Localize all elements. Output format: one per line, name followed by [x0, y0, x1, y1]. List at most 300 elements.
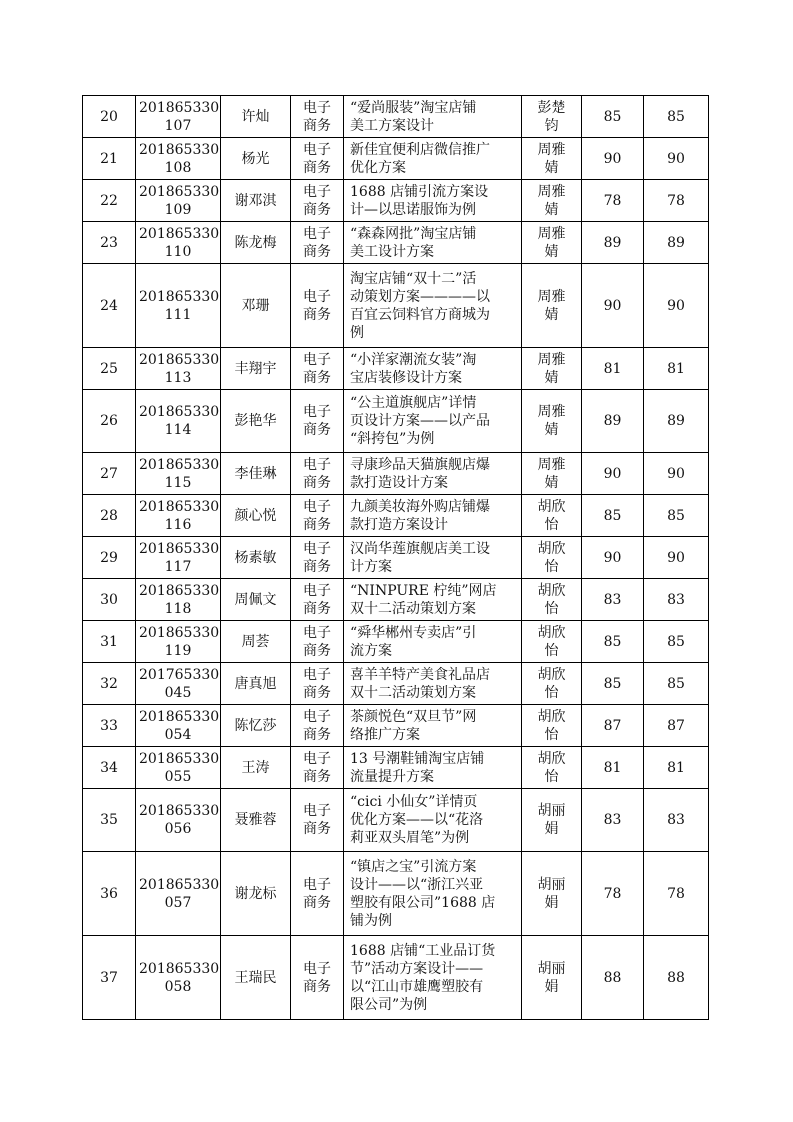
thesis-topic-line: 流方案	[350, 642, 392, 659]
row-number: 31	[100, 633, 118, 650]
student-id-line: 201865330	[139, 498, 220, 515]
row-number: 36	[100, 885, 118, 902]
student-id-line: 201865330	[139, 708, 220, 725]
thesis-topic-line: 设计——以“浙江兴亚	[350, 876, 484, 893]
advisor-line: 胡欣	[537, 624, 566, 641]
student-name-cell	[221, 579, 291, 621]
major-cell	[291, 96, 344, 138]
score-1-cell	[582, 138, 644, 180]
advisor-cell	[522, 96, 582, 138]
row-number-cell	[83, 180, 136, 222]
row-number-cell	[83, 348, 136, 390]
major-cell	[291, 537, 344, 579]
advisor-cell	[522, 495, 582, 537]
major-line: 商务	[303, 558, 331, 575]
major-line: 电子	[303, 876, 331, 893]
major-cell	[291, 138, 344, 180]
student-name: 丰翔宇	[234, 360, 277, 377]
major-cell	[291, 747, 344, 789]
student-id-cell	[136, 936, 221, 1020]
advisor-line: 怡	[544, 726, 559, 743]
major-cell	[291, 663, 344, 705]
thesis-topic-line: “小洋家潮流女装”淘	[350, 351, 477, 368]
advisor-line: 周雅	[537, 225, 566, 242]
major-line: 电子	[303, 141, 331, 158]
score-2: 87	[667, 717, 685, 734]
thesis-topic-cell	[344, 537, 522, 579]
row-number: 26	[100, 413, 118, 429]
thesis-topic-cell	[344, 936, 522, 1020]
advisor-line: 婧	[544, 201, 559, 218]
student-id-cell	[136, 390, 221, 453]
thesis-topic-line: 款打造设计方案	[350, 474, 448, 491]
advisor-cell	[522, 747, 582, 789]
score-2-cell	[644, 705, 709, 747]
score-1: 87	[603, 717, 622, 734]
thesis-topic-line: 塑胶有限公司”1688 店	[350, 894, 496, 911]
row-number-cell	[83, 936, 136, 1020]
thesis-topic-line: 计—以思诺服饰为例	[350, 201, 476, 218]
student-name-cell	[221, 180, 291, 222]
score-2: 85	[667, 633, 685, 650]
student-id-line: 055	[164, 768, 192, 785]
thesis-topic-line: “公主道旗舰店”详情	[350, 395, 477, 411]
student-id-line: 057	[164, 894, 192, 911]
major-line: 商务	[303, 642, 331, 659]
score-1: 81	[603, 759, 622, 776]
score-2: 83	[667, 591, 685, 608]
table-row	[83, 453, 709, 495]
student-id-line: 110	[164, 243, 192, 260]
student-id-cell	[136, 264, 221, 348]
student-name: 许灿	[241, 108, 270, 125]
student-id-cell	[136, 663, 221, 705]
advisor-cell	[522, 138, 582, 180]
major-cell	[291, 579, 344, 621]
table-row	[83, 789, 709, 852]
major-cell	[291, 348, 344, 390]
student-id-line: 116	[164, 516, 192, 533]
major-cell	[291, 789, 344, 852]
advisor-line: 婧	[544, 422, 559, 438]
score-2-cell	[644, 348, 709, 390]
advisor-line: 婧	[544, 306, 559, 323]
score-2: 85	[667, 108, 685, 125]
advisor-line: 胡欣	[537, 582, 566, 599]
major-line: 商务	[303, 978, 331, 995]
thesis-topic-line: 动策划方案————以	[350, 288, 490, 305]
student-id-line: 113	[164, 369, 192, 386]
student-id-line: 054	[164, 726, 192, 743]
major-line: 电子	[303, 288, 331, 305]
score-2-cell	[644, 747, 709, 789]
score-1: 85	[603, 507, 622, 524]
score-1: 89	[603, 413, 622, 429]
row-number-cell	[83, 96, 136, 138]
advisor-line: 怡	[544, 768, 559, 785]
student-id-line: 201865330	[139, 582, 220, 599]
score-1: 85	[603, 108, 622, 125]
student-id-line: 201865330	[139, 351, 220, 368]
student-name: 谢龙标	[234, 885, 277, 902]
score-1: 88	[603, 969, 622, 986]
score-1: 90	[603, 150, 622, 167]
score-2-cell	[644, 936, 709, 1020]
score-1: 90	[603, 297, 622, 314]
advisor-line: 胡丽	[537, 803, 566, 819]
score-2: 90	[667, 549, 685, 566]
student-id-cell	[136, 747, 221, 789]
table-row	[83, 663, 709, 705]
advisor-line: 胡欣	[537, 498, 566, 515]
student-name: 颜心悦	[234, 507, 277, 524]
thesis-topic-line: “cici 小仙女”详情页	[350, 794, 478, 810]
thesis-topic-line: 双十二活动策划方案	[350, 600, 476, 617]
advisor-line: 周雅	[537, 141, 566, 158]
thesis-topic-line: 优化方案——以“花洛	[350, 812, 484, 828]
major-line: 商务	[303, 474, 331, 491]
table-row	[83, 348, 709, 390]
row-number: 24	[100, 297, 118, 314]
score-2: 83	[667, 812, 685, 828]
student-id-cell	[136, 789, 221, 852]
major-line: 电子	[303, 582, 331, 599]
thesis-topic-line: 流量提升方案	[350, 768, 434, 785]
score-1-cell	[582, 579, 644, 621]
score-1-cell	[582, 537, 644, 579]
row-number: 30	[100, 591, 118, 608]
score-1-cell	[582, 789, 644, 852]
table-row	[83, 180, 709, 222]
row-number-cell	[83, 852, 136, 936]
advisor-line: 胡欣	[537, 750, 566, 767]
table-row	[83, 621, 709, 663]
row-number: 29	[100, 549, 118, 566]
major-cell	[291, 705, 344, 747]
row-number: 21	[100, 150, 118, 167]
thesis-topic-cell	[344, 390, 522, 453]
score-2-cell	[644, 138, 709, 180]
major-line: 电子	[303, 456, 331, 473]
score-1-cell	[582, 348, 644, 390]
score-1: 83	[603, 591, 622, 608]
major-line: 电子	[303, 624, 331, 641]
score-2-cell	[644, 222, 709, 264]
advisor-line: 婧	[544, 474, 559, 491]
thesis-topic-cell	[344, 264, 522, 348]
student-name: 谢邓淇	[234, 192, 277, 209]
thesis-topic-line: 茶颜悦色“双旦节”网	[350, 708, 477, 725]
student-id-line: 201865330	[139, 99, 220, 116]
advisor-cell	[522, 348, 582, 390]
student-name: 周荟	[241, 633, 270, 650]
table-row	[83, 579, 709, 621]
thesis-topic-line: 以“江山市雄鹰塑胶有	[350, 978, 484, 995]
advisor-line: 周雅	[537, 183, 566, 200]
row-number-cell	[83, 264, 136, 348]
student-id-line: 201865330	[139, 540, 220, 557]
score-2: 81	[667, 360, 685, 377]
student-id-line: 201865330	[139, 624, 220, 641]
student-name: 王瑞民	[234, 969, 277, 986]
advisor-line: 周雅	[537, 404, 566, 420]
advisor-line: 婧	[544, 243, 559, 260]
thesis-topic-line: 百宜云饲料官方商城为	[350, 306, 490, 323]
advisor-line: 怡	[544, 558, 559, 575]
thesis-topic-line: 13 号潮鞋铺淘宝店铺	[350, 750, 485, 767]
score-1: 85	[603, 633, 622, 650]
table-row	[83, 138, 709, 180]
major-line: 电子	[303, 666, 331, 683]
student-id-line: 201865330	[139, 288, 220, 305]
score-1: 83	[603, 812, 622, 828]
major-line: 商务	[303, 894, 331, 911]
student-id-line: 056	[164, 821, 192, 837]
student-name-cell	[221, 495, 291, 537]
major-cell	[291, 621, 344, 663]
advisor-line: 胡欣	[537, 666, 566, 683]
table-row	[83, 936, 709, 1020]
row-number: 28	[100, 507, 118, 524]
advisor-cell	[522, 180, 582, 222]
score-2: 78	[667, 885, 685, 902]
advisor-line: 胡丽	[537, 960, 566, 977]
major-line: 电子	[303, 183, 331, 200]
major-line: 电子	[303, 498, 331, 515]
score-1-cell	[582, 180, 644, 222]
row-number-cell	[83, 453, 136, 495]
major-line: 电子	[303, 404, 331, 420]
student-id-line: 107	[164, 117, 192, 134]
score-2-cell	[644, 789, 709, 852]
student-id-cell	[136, 537, 221, 579]
thesis-topic-line: “森森网批”淘宝店铺	[350, 225, 477, 242]
thesis-topic-cell	[344, 621, 522, 663]
student-name-cell	[221, 390, 291, 453]
advisor-cell	[522, 579, 582, 621]
student-name: 陈忆莎	[234, 717, 277, 734]
student-name-cell	[221, 852, 291, 936]
score-2-cell	[644, 96, 709, 138]
student-id-line: 119	[164, 642, 192, 659]
advisor-cell	[522, 390, 582, 453]
score-2: 78	[667, 192, 685, 209]
student-name-cell	[221, 96, 291, 138]
row-number-cell	[83, 705, 136, 747]
advisor-cell	[522, 663, 582, 705]
thesis-topic-line: 宝店装修设计方案	[350, 369, 462, 386]
advisor-line: 娟	[544, 894, 559, 911]
thesis-topic-cell	[344, 180, 522, 222]
advisor-line: 胡欣	[537, 540, 566, 557]
table-row	[83, 264, 709, 348]
thesis-topic-line: 喜羊羊特产美食礼品店	[350, 666, 490, 683]
thesis-topic-cell	[344, 705, 522, 747]
major-line: 商务	[303, 516, 331, 533]
score-1: 90	[603, 549, 622, 566]
student-name-cell	[221, 222, 291, 264]
row-number-cell	[83, 495, 136, 537]
student-name: 杨素敏	[234, 549, 277, 566]
score-1-cell	[582, 390, 644, 453]
thesis-topic-line: 计方案	[350, 558, 392, 575]
student-id-line: 201865330	[139, 456, 220, 473]
major-line: 商务	[303, 422, 331, 438]
thesis-topic-line: 页设计方案——以产品	[350, 413, 490, 429]
student-id-cell	[136, 453, 221, 495]
score-2-cell	[644, 537, 709, 579]
major-cell	[291, 222, 344, 264]
thesis-topic-cell	[344, 747, 522, 789]
thesis-topic-line: 1688 店铺“工业品订货	[350, 942, 496, 959]
thesis-topic-line: 汉尚华莲旗舰店美工设	[350, 540, 490, 557]
student-id-line: 108	[164, 159, 192, 176]
thesis-topic-cell	[344, 852, 522, 936]
table-row	[83, 390, 709, 453]
major-line: 商务	[303, 600, 331, 617]
advisor-cell	[522, 936, 582, 1020]
major-line: 电子	[303, 750, 331, 767]
advisor-line: 娟	[544, 978, 559, 995]
thesis-topic-line: “镇店之宝”引流方案	[350, 858, 477, 875]
student-id-line: 115	[164, 474, 192, 491]
major-line: 电子	[303, 540, 331, 557]
student-id-line: 118	[164, 600, 192, 617]
score-2: 85	[667, 507, 685, 524]
student-name: 王涛	[241, 759, 270, 776]
thesis-topic-line: 美工方案设计	[350, 117, 434, 134]
score-2-cell	[644, 453, 709, 495]
score-2: 89	[667, 413, 685, 429]
advisor-line: 钧	[544, 117, 559, 134]
student-name: 陈龙梅	[234, 234, 277, 251]
advisor-line: 周雅	[537, 456, 566, 473]
advisor-line: 怡	[544, 600, 559, 617]
score-1-cell	[582, 264, 644, 348]
thesis-topic-line: 例	[350, 324, 364, 341]
thesis-topic-line: 淘宝店铺“双十二”活	[350, 270, 477, 287]
score-2-cell	[644, 663, 709, 705]
thesis-topic-cell	[344, 96, 522, 138]
advisor-line: 彭楚	[537, 99, 566, 116]
student-id-cell	[136, 579, 221, 621]
major-cell	[291, 264, 344, 348]
score-1-cell	[582, 453, 644, 495]
thesis-topic-line: 新佳宜便利店微信推广	[350, 141, 490, 158]
student-name-cell	[221, 705, 291, 747]
row-number-cell	[83, 390, 136, 453]
student-name-cell	[221, 138, 291, 180]
score-2: 81	[667, 759, 685, 776]
major-line: 商务	[303, 821, 331, 837]
student-id-cell	[136, 705, 221, 747]
row-number-cell	[83, 789, 136, 852]
thesis-topic-line: “NINPURE 柠纯”网店	[350, 582, 497, 599]
student-id-line: 201865330	[139, 750, 220, 767]
table-row	[83, 96, 709, 138]
table-row	[83, 747, 709, 789]
student-name: 周佩文	[234, 591, 277, 608]
student-name: 邓珊	[241, 297, 270, 314]
thesis-topic-line: 美工设计方案	[350, 243, 434, 260]
major-line: 商务	[303, 768, 331, 785]
student-id-line: 201865330	[139, 803, 220, 819]
student-id-line: 109	[164, 201, 192, 218]
row-number-cell	[83, 621, 136, 663]
table-row	[83, 705, 709, 747]
student-name: 聂雅蓉	[234, 812, 277, 828]
major-line: 商务	[303, 369, 331, 386]
score-1-cell	[582, 663, 644, 705]
table-row	[83, 495, 709, 537]
score-1-cell	[582, 621, 644, 663]
advisor-cell	[522, 222, 582, 264]
row-number-cell	[83, 663, 136, 705]
advisor-line: 婧	[544, 159, 559, 176]
advisor-cell	[522, 789, 582, 852]
student-name: 彭艳华	[234, 413, 277, 429]
major-line: 商务	[303, 201, 331, 218]
thesis-topic-line: 寻康珍品天猫旗舰店爆	[350, 456, 490, 473]
advisor-line: 怡	[544, 642, 559, 659]
student-id-cell	[136, 180, 221, 222]
score-1-cell	[582, 936, 644, 1020]
advisor-line: 怡	[544, 684, 559, 701]
major-line: 电子	[303, 803, 331, 819]
major-cell	[291, 852, 344, 936]
thesis-topic-cell	[344, 348, 522, 390]
row-number: 32	[100, 675, 118, 692]
advisor-line: 周雅	[537, 351, 566, 368]
row-number-cell	[83, 747, 136, 789]
thesis-topic-line: 莉亚双头眉笔”为例	[350, 830, 470, 846]
score-2-cell	[644, 495, 709, 537]
student-id-cell	[136, 852, 221, 936]
student-name: 李佳琳	[234, 465, 277, 482]
score-2: 90	[667, 465, 685, 482]
student-name-cell	[221, 747, 291, 789]
thesis-topic-cell	[344, 663, 522, 705]
student-id-cell	[136, 138, 221, 180]
student-id-line: 201865330	[139, 141, 220, 158]
score-1-cell	[582, 852, 644, 936]
student-id-cell	[136, 96, 221, 138]
score-1-cell	[582, 495, 644, 537]
advisor-line: 胡欣	[537, 708, 566, 725]
student-name-cell	[221, 663, 291, 705]
advisor-cell	[522, 621, 582, 663]
thesis-topic-line: 优化方案	[350, 159, 406, 176]
major-line: 电子	[303, 960, 331, 977]
thesis-topic-cell	[344, 789, 522, 852]
advisor-line: 周雅	[537, 288, 566, 305]
major-line: 商务	[303, 159, 331, 176]
score-2: 90	[667, 297, 685, 314]
thesis-topic-line: “斜挎包”为例	[350, 431, 435, 447]
student-id-line: 201865330	[139, 225, 220, 242]
thesis-topic-cell	[344, 453, 522, 495]
row-number: 20	[100, 108, 118, 125]
student-id-line: 114	[164, 422, 192, 438]
advisor-cell	[522, 453, 582, 495]
thesis-topic-cell	[344, 138, 522, 180]
table-row	[83, 222, 709, 264]
thesis-topic-line: 络推广方案	[350, 726, 420, 743]
student-name: 杨光	[241, 150, 270, 167]
student-id-line: 201865330	[139, 404, 220, 420]
student-name-cell	[221, 264, 291, 348]
row-number: 23	[100, 234, 118, 251]
